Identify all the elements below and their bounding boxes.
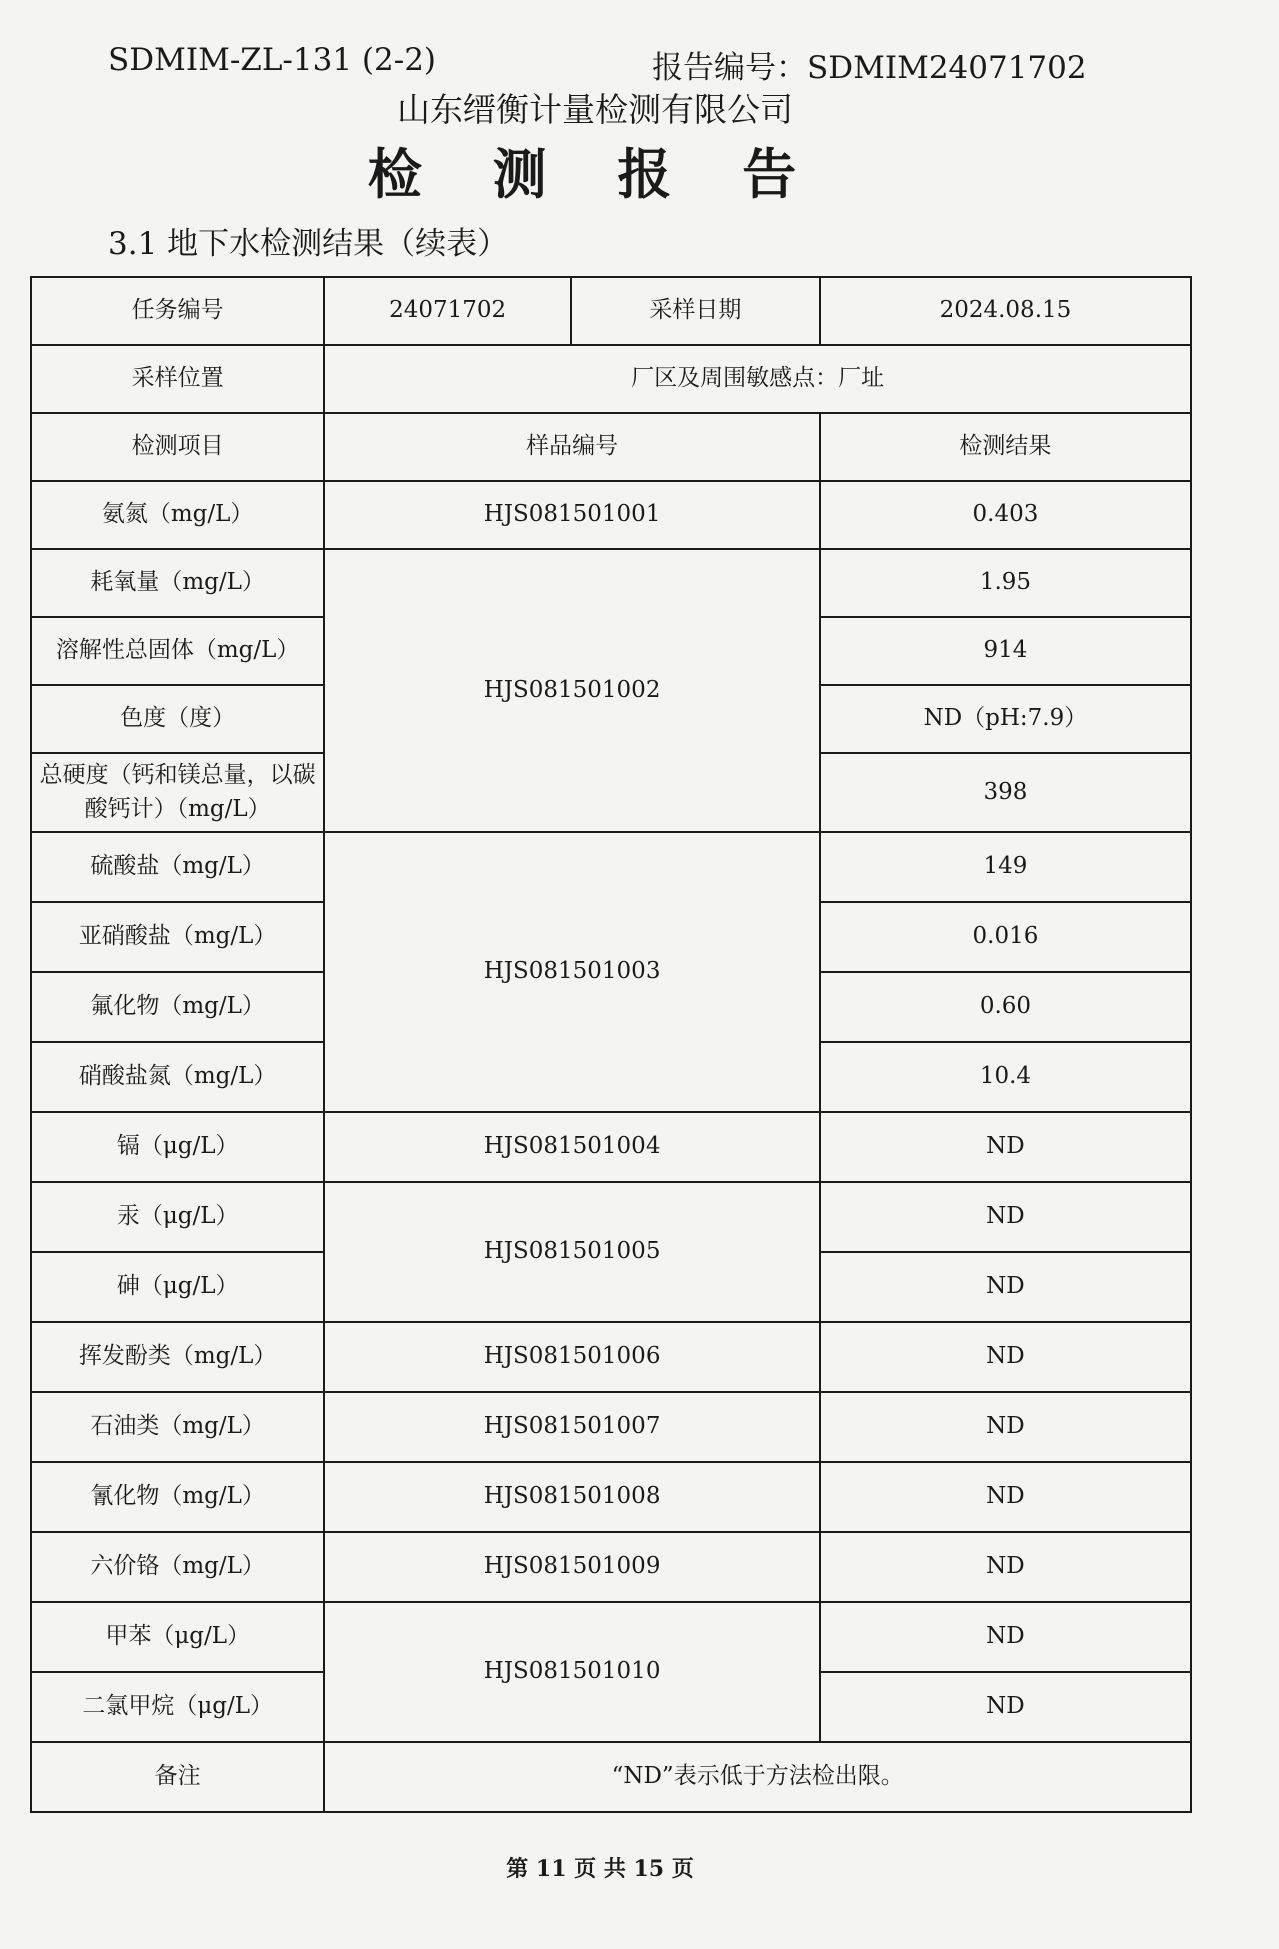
result-cell: ND [820, 1462, 1191, 1532]
task-no-label: 任务编号 [31, 277, 324, 345]
result-cell: ND [820, 1392, 1191, 1462]
remark-label: 备注 [31, 1742, 324, 1812]
column-header-sample: 样品编号 [324, 413, 820, 481]
item-cell: 六价铬（mg/L） [31, 1532, 324, 1602]
table-row [31, 832, 1191, 902]
result-cell: ND [820, 1182, 1191, 1252]
sample-cell: HJS081501001 [324, 481, 820, 549]
item-cell: 二氯甲烷（μg/L） [31, 1672, 324, 1742]
result-cell: ND [820, 1112, 1191, 1182]
item-cell: 甲苯（μg/L） [31, 1602, 324, 1672]
result-cell: 398 [820, 753, 1191, 832]
result-cell: 914 [820, 617, 1191, 685]
item-cell: 挥发酚类（mg/L） [31, 1322, 324, 1392]
result-cell: ND [820, 1252, 1191, 1322]
result-cell: 10.4 [820, 1042, 1191, 1112]
sample-cell: HJS081501009 [324, 1532, 820, 1602]
result-cell: ND（pH:7.9） [820, 685, 1191, 753]
item-cell: 硫酸盐（mg/L） [31, 832, 324, 902]
table-row [31, 481, 1191, 549]
item-cell: 石油类（mg/L） [31, 1392, 324, 1462]
sample-cell: HJS081501008 [324, 1462, 820, 1532]
item-cell: 汞（μg/L） [31, 1182, 324, 1252]
result-cell: ND [820, 1602, 1191, 1672]
location-label: 采样位置 [31, 345, 324, 413]
sample-cell: HJS081501002 [324, 549, 820, 832]
result-cell: 149 [820, 832, 1191, 902]
sample-cell: HJS081501004 [324, 1112, 820, 1182]
table-row [31, 1392, 1191, 1462]
item-cell: 硝酸盐氮（mg/L） [31, 1042, 324, 1112]
item-cell: 色度（度） [31, 685, 324, 753]
result-cell: 0.403 [820, 481, 1191, 549]
result-cell: 1.95 [820, 549, 1191, 617]
item-cell: 溶解性总固体（mg/L） [31, 617, 324, 685]
item-cell: 氟化物（mg/L） [31, 972, 324, 1042]
section-title: 3.1 地下水检测结果（续表） [108, 226, 509, 262]
table-row [31, 1322, 1191, 1392]
item-cell: 氰化物（mg/L） [31, 1462, 324, 1532]
sample-cell: HJS081501007 [324, 1392, 820, 1462]
company-name: 山东缙衡计量检测有限公司 [397, 90, 793, 129]
table-row [31, 1532, 1191, 1602]
result-cell: 0.016 [820, 902, 1191, 972]
item-cell: 氨氮（mg/L） [31, 481, 324, 549]
location-value: 厂区及周围敏感点：厂址 [324, 345, 1191, 413]
table-row-location [31, 345, 1191, 413]
task-no-value: 24071702 [324, 277, 571, 345]
table-row [31, 1602, 1191, 1672]
result-cell: 0.60 [820, 972, 1191, 1042]
table-row [31, 1462, 1191, 1532]
result-cell: ND [820, 1532, 1191, 1602]
item-cell: 亚硝酸盐（mg/L） [31, 902, 324, 972]
results-table [30, 276, 1192, 1813]
column-header-result: 检测结果 [820, 413, 1191, 481]
sample-cell: HJS081501003 [324, 832, 820, 1112]
page-number: 第 11 页 共 15 页 [506, 1856, 694, 1882]
item-cell: 总硬度（钙和镁总量，以碳酸钙计）（mg/L） [31, 753, 324, 832]
table-row-task [31, 277, 1191, 345]
table-header-row [31, 413, 1191, 481]
result-cell: ND [820, 1672, 1191, 1742]
table-row [31, 1112, 1191, 1182]
sample-date-label: 采样日期 [571, 277, 820, 345]
sample-cell: HJS081501010 [324, 1602, 820, 1742]
item-cell: 砷（μg/L） [31, 1252, 324, 1322]
table-row [31, 549, 1191, 617]
table-row-remark [31, 1742, 1191, 1812]
sample-cell: HJS081501006 [324, 1322, 820, 1392]
table-row [31, 1182, 1191, 1252]
report-number: 报告编号：SDMIM24071702 [652, 50, 1087, 86]
remark-text: “ND”表示低于方法检出限。 [324, 1742, 1191, 1812]
column-header-item: 检测项目 [31, 413, 324, 481]
document-code: SDMIM-ZL-131 (2-2) [108, 42, 437, 78]
result-cell: ND [820, 1322, 1191, 1392]
sample-cell: HJS081501005 [324, 1182, 820, 1322]
report-title: 检 测 报 告 [367, 142, 823, 206]
sample-date-value: 2024.08.15 [820, 277, 1191, 345]
item-cell: 耗氧量（mg/L） [31, 549, 324, 617]
item-cell: 镉（μg/L） [31, 1112, 324, 1182]
